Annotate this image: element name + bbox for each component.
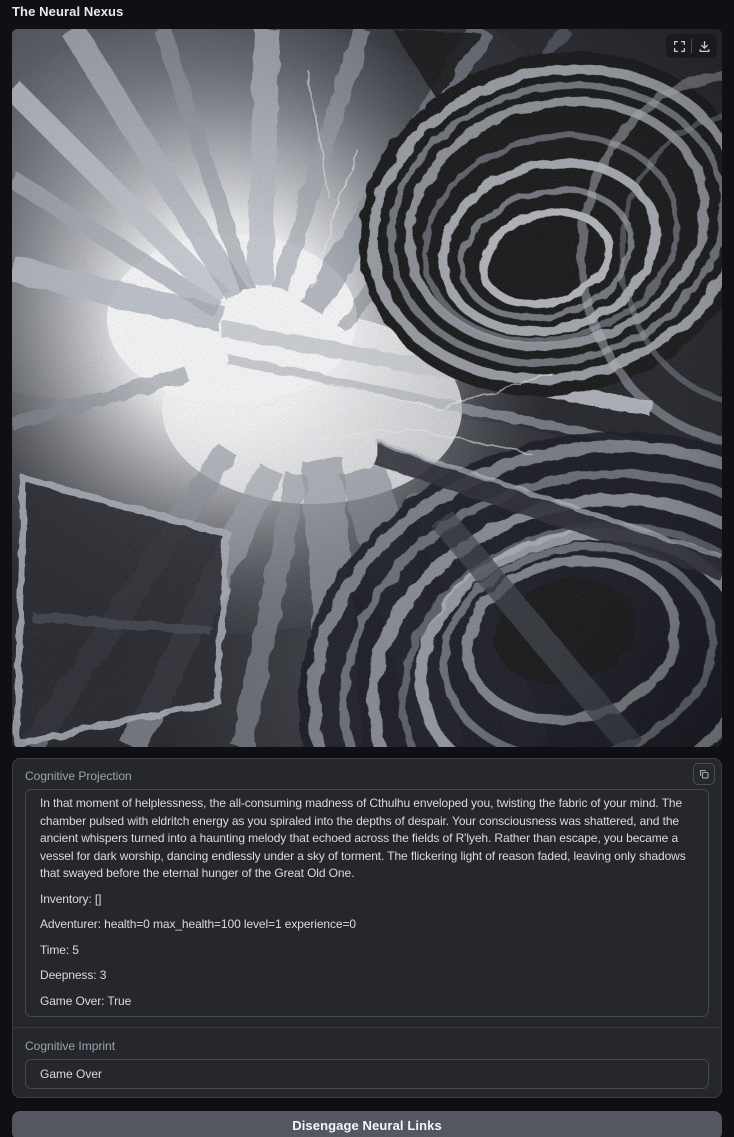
image-toolbar xyxy=(666,34,717,58)
copy-icon[interactable] xyxy=(693,763,715,785)
game-over-stat: Game Over: True xyxy=(40,993,132,1008)
cognitive-imprint-value: Game Over xyxy=(40,1067,103,1081)
narrative-text: In that moment of helplessness, the all-consuming madness of Cthulhu enveloped you, twisting the fabric of your mind. The chamber pulsed with eldritch energy as you spiraled into the depths of despair. Your consciousness was shattered, and the ancient whispers turned into a haunting melody that echoed across the fields of R'lyeh. Rather than escape, you became a vessel for dark worship, dancing endlessly under a sky of torment. The flickering light of reason faded, leaving only shadows that swayed before the eternal hunger of the Great Old One. xyxy=(40,796,686,880)
header xyxy=(0,0,734,29)
cognitive-imprint-section xyxy=(13,1027,721,1097)
scene-image-block xyxy=(12,29,722,747)
cognitive-imprint-input[interactable] xyxy=(25,1059,709,1089)
disengage-button[interactable]: Disengage Neural Links xyxy=(12,1111,722,1137)
cognitive-projection-label: Cognitive Projection xyxy=(25,769,132,783)
time-stat: Time: 5 xyxy=(40,942,79,957)
output-panel xyxy=(12,758,722,1098)
cognitive-projection-textbox[interactable] xyxy=(25,789,709,1017)
adventurer-stat: Adventurer: health=0 max_health=100 level=1 experience=0 xyxy=(40,917,356,931)
scene-image xyxy=(12,29,722,747)
fullscreen-icon[interactable] xyxy=(667,35,691,57)
inventory-stat: Inventory: [] xyxy=(40,891,102,906)
download-icon[interactable] xyxy=(692,35,716,57)
deepness-stat: Deepness: 3 xyxy=(40,968,107,982)
cognitive-imprint-label: Cognitive Imprint xyxy=(25,1039,116,1053)
cognitive-projection-section xyxy=(13,759,721,1027)
page-title: The Neural Nexus xyxy=(12,4,124,19)
